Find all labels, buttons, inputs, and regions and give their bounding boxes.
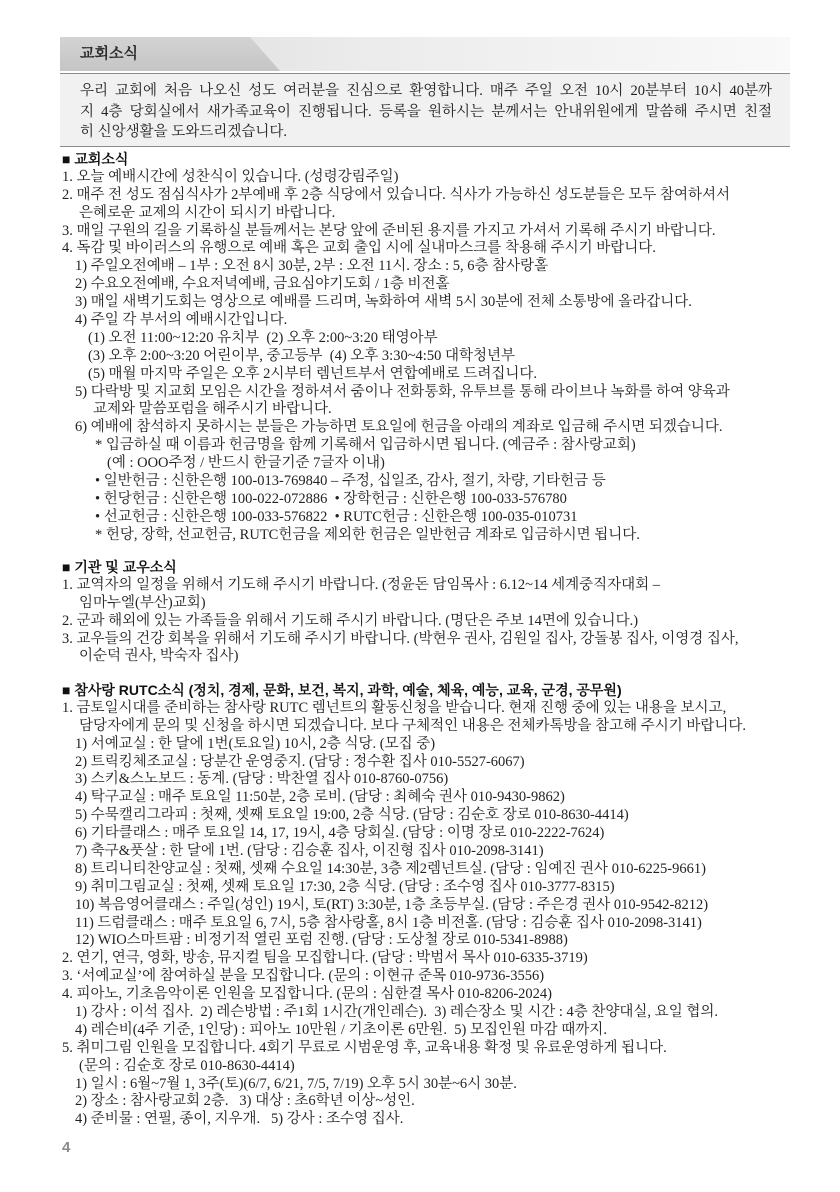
- rutc-item: 3. ‘서예교실’에 참여하실 분을 모집합니다. (문의 : 이현규 준목 010-9736-3556): [62, 968, 545, 985]
- department-schedule-line: (3) 오후 2:00~3:20 어린이부, 중고등부 (4) 오후 3:30~4:50 대학청년부: [88, 347, 515, 364]
- news-item: 1. 오늘 예배시간에 성찬식이 있습니다. (성령강림주일): [62, 168, 399, 185]
- offering-note-example: (예 : OOO주정 / 반드시 한글기준 7글자 이내): [107, 455, 385, 472]
- offering-note: * 헌당, 장학, 선교헌금, RUTC헌금을 제외한 헌금은 일반헌금 계좌로 입금하시면 됩니다.: [95, 526, 640, 543]
- section-heading: ■ 기관 및 교우소식: [62, 559, 177, 575]
- piano-detail-line: 1) 강사 : 이석 집사. 2) 레슨방법 : 주1회 1시간(개인레슨). 3) 레슨장소 및 시간 : 4층 찬양대실, 요일 협의.: [75, 1004, 718, 1021]
- news-item: 4. 독감 및 바이러스의 유행으로 예배 혹은 교회 출입 시에 실내마스크를 착용해 주시기 바랍니다.: [62, 240, 656, 257]
- activity-item: 10) 복음영어클래스 : 주일(성인) 19시, 토(RT) 3:30분, 1층 초등부실. (담당 : 주은경 권사 010-9542-8212): [75, 896, 709, 913]
- activity-item: 7) 축구&풋살 : 한 달에 1번. (담당 : 김승훈 집사, 이진형 집사 010-2098-3141): [75, 843, 544, 860]
- worship-schedule-item: 2) 수요오전예배, 수요저녁예배, 금요심야기도회 / 1층 비전홀: [75, 276, 450, 293]
- worship-schedule-item: 5) 다락방 및 지교회 모임은 시간을 정하셔서 줌이나 전화통화, 유투브를 통해 라이브나 녹화를 하여 양육과: [75, 383, 730, 400]
- prayer-item-continuation: 임마누엘(부산)교회): [79, 594, 206, 611]
- activity-item: 8) 트리니티찬양교실 : 첫째, 셋째 수요일 14:30분, 3층 제2렘넌트실. (담당 : 임예진 권사 010-6225-9661): [75, 860, 706, 877]
- activity-item: 2) 트릭킹체조교실 : 당분간 운영중지. (담당 : 정수환 집사 010-5527-6067): [75, 753, 525, 770]
- worship-schedule-item: 6) 예배에 참석하지 못하시는 분들은 가능하면 토요일에 헌금을 아래의 계좌로 입금해 주시면 되겠습니다.: [75, 419, 723, 436]
- offering-note: * 입금하실 때 이름과 헌금명을 함께 기록해서 입금하시면 됩니다. (예금주 : 참사랑교회): [95, 437, 636, 454]
- rutc-item-continuation: (문의 : 김순호 장로 010-8630-4414): [79, 1057, 295, 1074]
- welcome-notice: [60, 73, 790, 147]
- activity-item: 1) 서예교실 : 한 달에 1번(토요일) 10시, 2층 식당. (모집 중): [75, 735, 436, 752]
- piano-detail-line: 4) 레슨비(4주 기준, 1인당) : 피아노 10만원 / 기초이론 6만원. 5) 모집인원 마감 때까지.: [75, 1021, 607, 1038]
- page-number: 4: [62, 1139, 71, 1156]
- welcome-text-line: 히 신앙생활을 도와드리겠습니다.: [80, 124, 287, 140]
- offering-account-line: • 일반헌금 : 신한은행 100-013-769840 – 주정, 십일조, 감사, 절기, 차량, 기타헌금 등: [95, 473, 606, 490]
- activity-item: 4) 탁구교실 : 매주 토요일 11:50분, 2층 로비. (담당 : 최혜숙 권사 010-9430-9862): [75, 789, 565, 806]
- section-heading: ■ 참사랑 RUTC소식 (정치, 경제, 문화, 보건, 복지, 과학, 예술, 체육, 예능, 교육, 군경, 공무원): [62, 682, 622, 698]
- rutc-item: 2. 연기, 연극, 영화, 방송, 뮤지컬 팀을 모집합니다. (담당 : 박범서 목사 010-6335-3719): [62, 950, 588, 967]
- offering-account-line: • 헌당헌금 : 신한은행 100-022-072886 • 장학헌금 : 신한은행 100-033-576780: [95, 490, 567, 507]
- prayer-item: 2. 군과 해외에 있는 가족들을 위해서 기도해 주시기 바랍니다. (명단은 주보 14면에 있습니다.): [62, 612, 639, 629]
- worship-schedule-continuation: 교제와 말씀포럼을 해주시기 바랍니다.: [93, 401, 332, 418]
- section-heading: ■ 교회소식: [62, 151, 129, 167]
- rutc-item: 5. 취미그림 인원을 모집합니다. 4회기 무료로 시범운영 후, 교육내용 확정 및 유료운영하게 됩니다.: [62, 1039, 667, 1056]
- drawing-detail-line: 4) 준비물 : 연필, 종이, 지우개. 5) 강사 : 조수영 집사.: [75, 1111, 404, 1128]
- prayer-item: 3. 교우들의 건강 회복을 위해서 기도해 주시기 바랍니다. (박현우 권사, 김원일 집사, 강돌봉 집사, 이영경 집사,: [62, 630, 739, 647]
- drawing-detail-line: 2) 장소 : 참사랑교회 2층. 3) 대상 : 초6학년 이상~성인.: [75, 1093, 415, 1110]
- worship-schedule-item: 3) 매일 새벽기도회는 영상으로 예배를 드리며, 녹화하여 새벽 5시 30분에 전체 소통방에 올라갑니다.: [75, 294, 692, 311]
- page-title: 교회소식: [80, 45, 138, 62]
- department-schedule-line: (1) 오전 11:00~12:20 유치부 (2) 오후 2:00~3:20 태영아부: [88, 329, 438, 346]
- activity-item: 9) 취미그림교실 : 첫째, 셋째 토요일 17:30, 2층 식당. (담당 : 조수영 집사 010-3777-8315): [75, 878, 615, 895]
- news-item-continuation: 은혜로운 교제의 시간이 되시기 바랍니다.: [79, 204, 336, 221]
- activity-item: 3) 스키&스노보드 : 동계. (담당 : 박찬열 집사 010-8760-0756): [75, 771, 449, 788]
- prayer-item-continuation: 이순덕 권사, 박숙자 집사): [79, 648, 239, 665]
- rutc-item: 4. 피아노, 기초음악이론 인원을 모집합니다. (문의 : 심한결 목사 010-8206-2024): [62, 986, 553, 1003]
- prayer-item: 1. 교역자의 일정을 위해서 기도해 주시기 바랍니다. (정윤돈 담임목사 : 6.12~14 세계중직자대회 –: [62, 576, 661, 593]
- activity-item: 11) 드럼클래스 : 매주 토요일 6, 7시, 5층 참사랑홀, 8시 1층 비전홀. (담당 : 김승훈 집사 010-2098-3141): [75, 914, 702, 931]
- activity-item: 12) WIO스마트팜 : 비정기적 열린 포럼 진행. (담당 : 도상철 장로 010-5341-8988): [75, 932, 568, 949]
- rutc-news-section: [62, 682, 790, 1129]
- welcome-text-line: 지 4층 당회실에서 새가족교육이 진행됩니다. 등록을 원하시는 분께서는 안내위원에게 말씀해 주시면 친절: [80, 103, 772, 120]
- news-item: 3. 매일 구원의 길을 기록하실 분들께서는 본당 앞에 준비된 용지를 가지고 가셔서 기록해 주시기 바랍니다.: [62, 222, 716, 239]
- worship-schedule-item: 1) 주일오전예배 – 1부 : 오전 8시 30분, 2부 : 오전 11시. 장소 : 5, 6층 참사랑홀: [75, 258, 549, 275]
- church-news-section: [62, 151, 790, 545]
- activity-item: 5) 수묵캘리그라피 : 첫째, 셋째 토요일 19:00, 2층 식당. (담당 : 김순호 장로 010-8630-4414): [75, 807, 629, 824]
- offering-account-line: • 선교헌금 : 신한은행 100-033-576822 • RUTC헌금 : 신한은행 100-035-010731: [95, 508, 578, 525]
- news-item: 2. 매주 전 성도 점심식사가 2부예배 후 2층 식당에서 있습니다. 식사가 가능하신 성도분들은 모두 참여하셔서: [62, 186, 731, 203]
- activity-item: 6) 기타클래스 : 매주 토요일 14, 17, 19시, 4층 당회실. (담당 : 이명 장로 010-2222-7624): [75, 825, 605, 842]
- rutc-item-continuation: 담당자에게 문의 및 신청을 하시면 되겠습니다. 보다 구체적인 내용은 전체카톡방을 참고해 주시기 바랍니다.: [79, 717, 747, 734]
- department-schedule-line: (5) 매월 마지막 주일은 오후 2시부터 렘넌트부서 연합예배로 드려집니다.: [88, 365, 537, 382]
- members-news-section: [62, 559, 790, 666]
- welcome-text-line: 우리 교회에 처음 나오신 성도 여러분을 진심으로 환영합니다. 매주 주일 오전 10시 20분부터 10시 40분까: [80, 83, 772, 99]
- drawing-detail-line: 1) 일시 : 6월~7월 1, 3주(토)(6/7, 6/21, 7/5, 7/19) 오후 5시 30분~6시 30분.: [75, 1075, 517, 1092]
- rutc-item: 1. 금토일시대를 준비하는 참사랑 RUTC 렘넌트의 활동신청을 받습니다. 현재 진행 중에 있는 내용을 보시고,: [62, 699, 727, 716]
- worship-schedule-item: 4) 주일 각 부서의 예배시간입니다.: [75, 312, 288, 329]
